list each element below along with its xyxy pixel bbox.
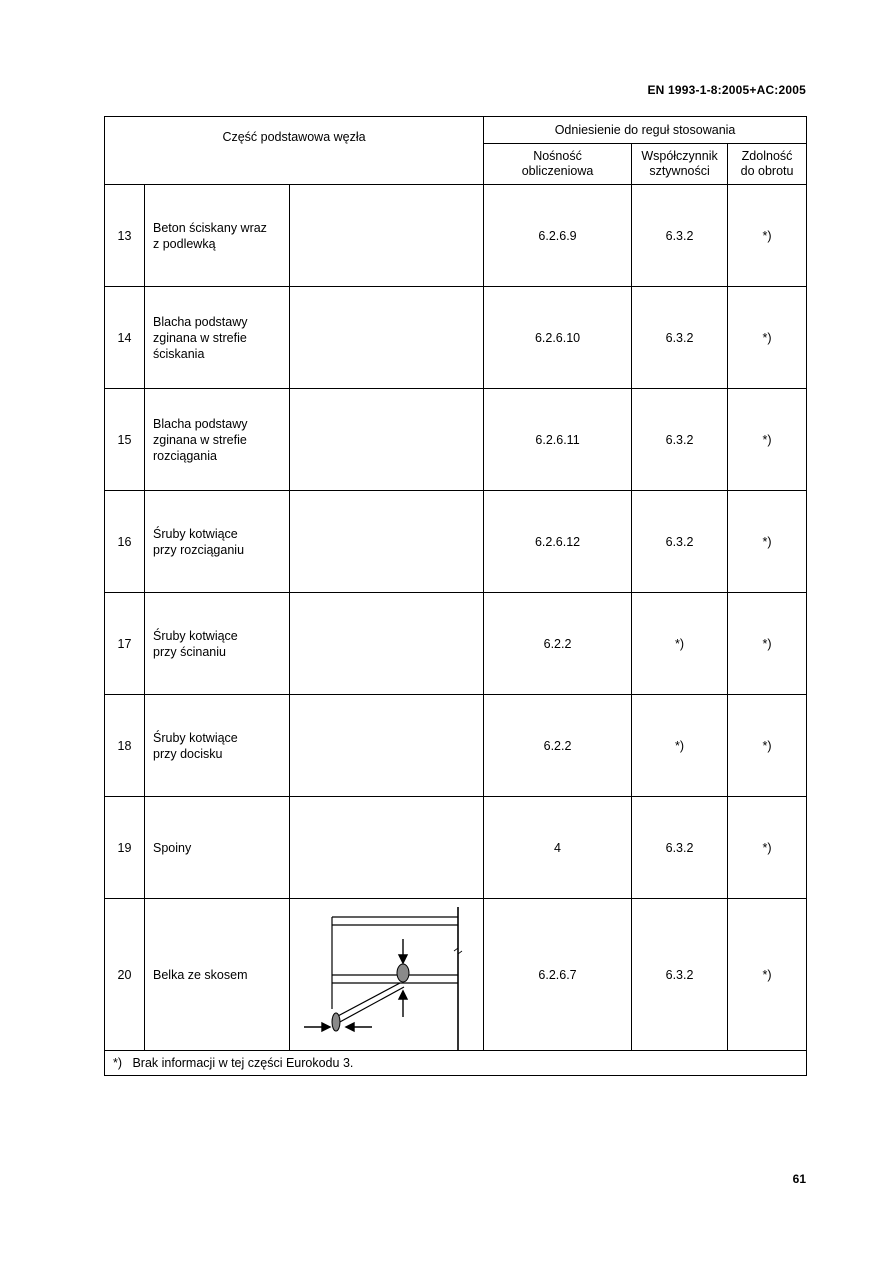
header-resistance-text: Nośność obliczeniowa <box>521 149 594 178</box>
row-stiffness: 6.3.2 <box>632 491 728 593</box>
footnote <box>105 1051 807 1076</box>
row-resistance: 6.2.6.11 <box>484 389 632 491</box>
table-row <box>105 695 807 797</box>
row-figure <box>290 899 484 1051</box>
row-figure <box>290 593 484 695</box>
row-name-text: Blacha podstawy zginana w strefie ściskania <box>153 314 248 361</box>
row-rotation: *) <box>728 899 807 1051</box>
row-number: 20 <box>105 899 145 1051</box>
row-figure <box>290 797 484 899</box>
header-part: Część podstawowa węzła <box>105 117 484 185</box>
row-rotation: *) <box>728 695 807 797</box>
row-figure <box>290 389 484 491</box>
table-row <box>105 899 807 1051</box>
row-figure <box>290 185 484 287</box>
row-resistance: 4 <box>484 797 632 899</box>
row-rotation: *) <box>728 797 807 899</box>
component-table <box>104 116 807 1076</box>
row-name <box>145 185 290 287</box>
row-figure <box>290 695 484 797</box>
header-resistance <box>484 144 632 185</box>
row-stiffness: 6.3.2 <box>632 287 728 389</box>
row-number: 18 <box>105 695 145 797</box>
row-resistance: 6.2.6.10 <box>484 287 632 389</box>
header-stiffness-text: Współczynnik sztywności <box>641 149 718 178</box>
row-name-text: Spoiny <box>153 840 192 855</box>
table-row <box>105 491 807 593</box>
haunched-beam-diagram <box>290 899 484 1050</box>
row-resistance: 6.2.6.12 <box>484 491 632 593</box>
row-rotation: *) <box>728 389 807 491</box>
row-number: 19 <box>105 797 145 899</box>
header-stiffness <box>632 144 728 185</box>
table-row <box>105 593 807 695</box>
row-stiffness: 6.3.2 <box>632 185 728 287</box>
row-stiffness: 6.3.2 <box>632 797 728 899</box>
row-stiffness: 6.3.2 <box>632 389 728 491</box>
compression-zone-icon <box>397 964 409 982</box>
row-name-text: Beton ściskany wraz z podlewką <box>153 220 267 251</box>
row-rotation: *) <box>728 185 807 287</box>
header-rotation-text: Zdolność do obrotu <box>740 149 794 178</box>
compression-zone-icon <box>332 1013 340 1031</box>
row-number: 13 <box>105 185 145 287</box>
row-name-text: Blacha podstawy zginana w strefie rozciągania <box>153 416 248 463</box>
row-name <box>145 797 290 899</box>
row-resistance: 6.2.2 <box>484 695 632 797</box>
row-name-text: Śruby kotwiące przy ścinaniu <box>153 628 238 659</box>
standard-header: EN 1993-1-8:2005+AC:2005 <box>647 83 806 97</box>
table-row <box>105 185 807 287</box>
footnote-text: *) Brak informacji w tej części Eurokodu 3. <box>113 1056 354 1070</box>
row-figure <box>290 287 484 389</box>
row-resistance: 6.2.6.7 <box>484 899 632 1051</box>
row-number: 14 <box>105 287 145 389</box>
row-rotation: *) <box>728 287 807 389</box>
row-figure <box>290 491 484 593</box>
row-name <box>145 491 290 593</box>
row-number: 17 <box>105 593 145 695</box>
row-stiffness: 6.3.2 <box>632 899 728 1051</box>
row-name-text: Śruby kotwiące przy rozciąganiu <box>153 526 245 557</box>
row-stiffness: *) <box>632 593 728 695</box>
header-rotation <box>728 144 807 185</box>
row-name <box>145 899 290 1051</box>
row-number: 16 <box>105 491 145 593</box>
table-row <box>105 797 807 899</box>
row-name <box>145 593 290 695</box>
row-resistance: 6.2.6.9 <box>484 185 632 287</box>
table-row <box>105 287 807 389</box>
row-name <box>145 695 290 797</box>
row-rotation: *) <box>728 491 807 593</box>
row-name <box>145 389 290 491</box>
row-number: 15 <box>105 389 145 491</box>
table-row <box>105 389 807 491</box>
row-stiffness: *) <box>632 695 728 797</box>
header-reference: Odniesienie do reguł stosowania <box>484 117 807 144</box>
page-number: 61 <box>792 1172 806 1186</box>
row-name <box>145 287 290 389</box>
row-name-text: Śruby kotwiące przy docisku <box>153 730 238 761</box>
row-name-text: Belka ze skosem <box>153 967 248 982</box>
row-rotation: *) <box>728 593 807 695</box>
row-resistance: 6.2.2 <box>484 593 632 695</box>
